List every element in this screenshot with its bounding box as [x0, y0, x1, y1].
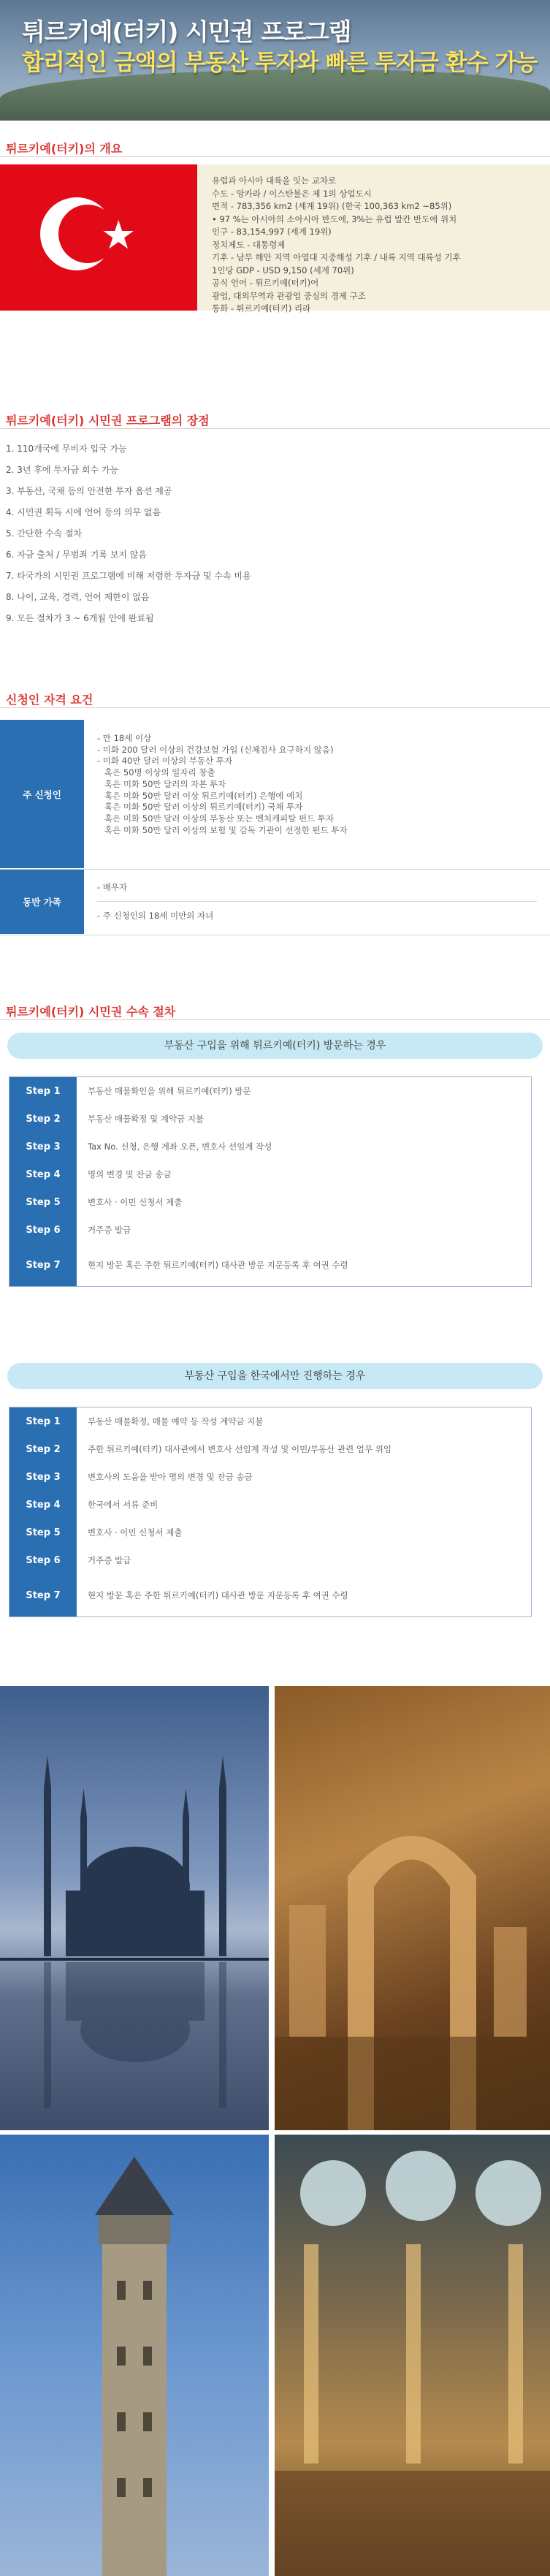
step-row [9, 1244, 531, 1286]
photo-gallery [0, 1686, 550, 2576]
step-label: Step 2 [9, 1435, 77, 1463]
case1-steps [9, 1076, 532, 1287]
qualification-divider [0, 707, 550, 708]
step-row [9, 1546, 531, 1574]
step-text: Tax No. 신청, 은행 계좌 오픈, 변호사 선임계 작성 [88, 1141, 272, 1152]
overview-line: 1인당 GDP - USD 9,150 (세계 70위) [212, 265, 354, 276]
blue-mosque-illustration [0, 1686, 269, 2130]
overview-line: 통화 - 튀르키예(터키) 리라 [212, 303, 311, 314]
requirement-line: - 미화 40만 달러 이상의 부동산 투자 [97, 756, 233, 767]
overview-line: 정치제도 - 대통령제 [212, 239, 286, 250]
family-line: - 주 신청인의 18세 미만의 자녀 [97, 911, 214, 922]
photo-galata-tower [0, 2135, 269, 2576]
step-text: 변호사 · 이민 신청서 제출 [88, 1197, 183, 1207]
step-text: 부동산 매물확인을 위해 튀르키예(터키) 방문 [88, 1086, 251, 1096]
step-text: 거주증 발급 [88, 1225, 131, 1235]
case2-steps [9, 1407, 532, 1617]
qualification-row-family [0, 870, 550, 935]
overview-line: • 97 %는 아시아의 소아시아 반도에, 3%는 유럽 발칸 반도에 위치 [212, 213, 457, 224]
photo-blue-mosque [0, 1686, 269, 2130]
step-text: 현지 방문 혹은 주한 튀르키예(터키) 대사관 방문 지문등록 후 여권 수령 [88, 1590, 348, 1600]
step-row [9, 1519, 531, 1546]
step-row [9, 1463, 531, 1491]
flag-star-icon: ★ [101, 212, 137, 258]
step-row [9, 1574, 531, 1616]
step-row [9, 1188, 531, 1216]
galata-tower-illustration [0, 2135, 269, 2576]
merits-list [6, 438, 251, 629]
hero-banner [0, 0, 550, 121]
step-text: 거주증 발급 [88, 1555, 131, 1565]
step-row [9, 1435, 531, 1463]
case2-banner: 부동산 구입을 한국에서만 진행하는 경우 [7, 1363, 543, 1389]
step-label: Step 2 [9, 1105, 77, 1133]
qualification-row-main [0, 720, 550, 870]
hero-subtitle: 합리적인 금액의 부동산 투자와 빠른 투자금 환수 가능 [22, 50, 538, 76]
step-label: Step 5 [9, 1188, 77, 1216]
merit-item: 5. 간단한 수속 절차 [6, 528, 83, 539]
overview-line: 인구 - 83,154,997 (세계 19위) [212, 227, 332, 237]
step-label: Step 4 [9, 1160, 77, 1188]
requirement-line: 혹은 미화 50만 달러 이상의 부동산 또는 벤처캐피탈 펀드 투자 [104, 813, 335, 824]
main-applicant-label: 주 신청인 [0, 720, 84, 869]
qualification-table [0, 720, 550, 935]
step-label: Step 3 [9, 1133, 77, 1160]
requirement-line: - 미화 200 달러 이상의 건강보험 가입 (신체검사 요구하지 않음) [97, 744, 334, 755]
overview-line: 유럽과 아시아 대륙을 잇는 교차로 [212, 175, 337, 186]
requirement-line: - 만 18세 이상 [97, 733, 152, 743]
ruins-illustration [275, 1686, 550, 2130]
merit-item: 2. 3년 후에 투자금 회수 가능 [6, 465, 119, 475]
step-text: 부동산 매물확정, 매물 예약 등 작성 계약금 지불 [88, 1416, 264, 1426]
merit-item: 1. 110개국에 무비자 입국 가능 [6, 444, 127, 454]
merit-item: 6. 자금 출처 / 무범죄 기록 보지 않음 [6, 550, 147, 560]
family-requirements [84, 870, 550, 935]
overview-heading: 튀르키예(터키)의 개요 [6, 142, 123, 156]
hero-landscape [0, 69, 550, 121]
qualification-heading: 신청인 자격 요건 [6, 693, 93, 707]
step-row [9, 1133, 531, 1160]
step-row [9, 1216, 531, 1244]
main-applicant-requirements [84, 720, 550, 869]
overview-line: 면적 - 783,356 km2 (세계 19위) (한국 100,363 km2 ~85위) [212, 201, 452, 211]
step-row [9, 1491, 531, 1519]
merit-item: 3. 부동산, 국채 등의 안전한 투자 옵션 제공 [6, 486, 172, 496]
requirement-line: 혹은 미화 50만 달러 이상의 보험 및 감독 기관이 선정한 펀드 투자 [104, 824, 348, 835]
step-text: 현지 방문 혹은 주한 튀르키예(터키) 대사관 방문 지문등록 후 여권 수령 [88, 1260, 348, 1270]
step-text: 변호사의 도움을 받아 명의 변경 및 잔금 송금 [88, 1472, 253, 1482]
requirement-line: 혹은 미화 50만 달러의 자본 투자 [104, 778, 226, 789]
overview-divider [0, 156, 550, 157]
step-label: Step 1 [9, 1407, 77, 1435]
step-row [9, 1077, 531, 1105]
step-label: Step 7 [9, 1574, 77, 1616]
merits-divider [0, 428, 550, 429]
step-text: 부동산 매물확정 및 계약금 지불 [88, 1114, 205, 1124]
step-label: Step 7 [9, 1244, 77, 1286]
step-label: Step 6 [9, 1546, 77, 1574]
step-row [9, 1105, 531, 1133]
overview-line: 공식 언어 - 튀르키예(터키)어 [212, 278, 319, 288]
merit-item: 4. 시민권 획득 시에 언어 등의 의무 없음 [6, 507, 161, 517]
overview-facts [197, 164, 550, 314]
merits-heading: 튀르키예(터키) 시민권 프로그램의 장점 [6, 414, 210, 428]
turkey-flag [0, 164, 197, 311]
step-label: Step 6 [9, 1216, 77, 1244]
requirement-line: 혹은 미화 50만 달러 이상 튀르키예(터키) 은행에 예치 [104, 790, 303, 801]
procedure-divider [0, 1019, 550, 1020]
photo-ancient-ruins [275, 1686, 550, 2130]
step-row [9, 1407, 531, 1435]
step-text: 변호사 · 이민 신청서 제출 [88, 1527, 183, 1538]
step-text: 주한 튀르키예(터키) 대사관에서 변호사 선임계 작성 및 이민/부동산 관련 업무 위임 [88, 1444, 392, 1454]
step-text: 명의 변경 및 잔금 송금 [88, 1169, 172, 1179]
step-label: Step 3 [9, 1463, 77, 1491]
family-label: 동반 가족 [0, 870, 84, 935]
overview-line: 기후 - 남부 해안 지역 아열대 지중해성 기후 / 내륙 지역 대륙성 기후 [212, 252, 461, 262]
overview-line: 수도 - 앙카라 / 이스탄불은 제 1의 상업도시 [212, 188, 372, 199]
photo-grand-hall [275, 2135, 550, 2576]
grand-hall-illustration [275, 2135, 550, 2576]
overview-line: 광업, 대외무역과 관광업 중심의 경제 구조 [212, 290, 366, 301]
step-label: Step 5 [9, 1519, 77, 1546]
requirement-line: 혹은 50명 이상의 일자리 창출 [104, 767, 215, 778]
requirement-line: 혹은 미화 50만 달러 이상의 튀르키예(터키) 국채 투자 [104, 802, 303, 813]
merit-item: 9. 모든 절차가 3 ~ 6개월 안에 완료됨 [6, 613, 154, 623]
step-row [9, 1160, 531, 1188]
step-label: Step 1 [9, 1077, 77, 1105]
procedure-heading: 튀르키예(터키) 시민권 수속 절차 [6, 1005, 176, 1019]
case1-banner: 부동산 구입을 위해 튀르키예(터키) 방문하는 경우 [7, 1033, 543, 1059]
step-label: Step 4 [9, 1491, 77, 1519]
merit-item: 8. 나이, 교육, 경력, 언어 제한이 없음 [6, 592, 150, 602]
merit-item: 7. 타국가의 시민권 프로그램에 비해 저렴한 투자금 및 수속 비용 [6, 571, 251, 581]
overview-section [0, 164, 550, 314]
step-text: 한국에서 서류 준비 [88, 1500, 158, 1510]
hero-title: 튀르키예(터키) 시민권 프로그램 [22, 18, 351, 46]
family-line: - 배우자 [97, 874, 537, 902]
